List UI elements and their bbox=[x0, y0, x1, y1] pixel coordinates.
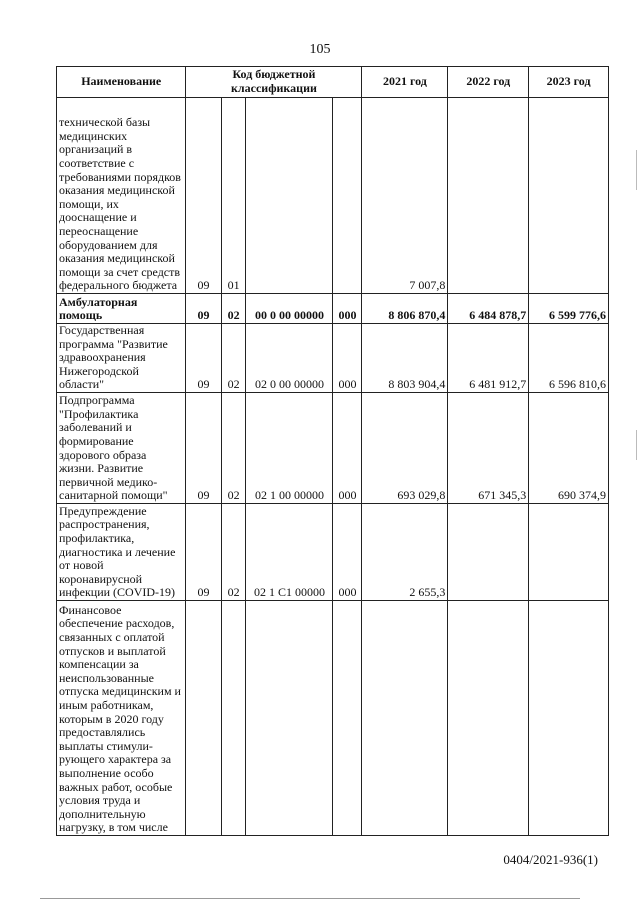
scan-margin-mark bbox=[636, 150, 637, 190]
row-rz: 09 bbox=[186, 324, 221, 393]
row-name: Финансовое обеспечение расходов, связанных с оплатой отпусков и выплатой компенсации за неиспользованные отпуска медицинским и иным работникам, которым в 2020 году предоставлялись выплаты стимули-рующего характера за выполнение особо важных работ, особые условия труда и дополнительную нагрузку, в том числе bbox=[57, 600, 186, 835]
scan-margin-mark bbox=[636, 430, 637, 460]
row-csr: 02 1 C1 00000 bbox=[246, 503, 333, 600]
row-name: Предупреждение распространения, профилактика, диагностика и лечение от новой коронавирусной инфекции (COVID-19) bbox=[57, 503, 186, 600]
row-2023 bbox=[529, 503, 609, 600]
row-2023 bbox=[529, 98, 609, 294]
row-2023: 6 596 810,6 bbox=[529, 324, 609, 393]
table-row bbox=[57, 392, 609, 503]
row-2021: 8 803 904,4 bbox=[362, 324, 448, 393]
row-2021: 2 655,3 bbox=[362, 503, 448, 600]
row-2021: 7 007,8 bbox=[362, 98, 448, 294]
table-row bbox=[57, 98, 609, 294]
row-csr bbox=[246, 98, 333, 294]
row-2022: 671 345,3 bbox=[448, 392, 529, 503]
row-2023: 690 374,9 bbox=[529, 392, 609, 503]
row-2021 bbox=[362, 600, 448, 835]
row-csr: 00 0 00 00000 bbox=[246, 294, 333, 324]
row-2023 bbox=[529, 600, 609, 835]
row-2022: 6 481 912,7 bbox=[448, 324, 529, 393]
row-vr: 000 bbox=[333, 324, 362, 393]
row-vr: 000 bbox=[333, 503, 362, 600]
page-number: 105 bbox=[309, 42, 331, 57]
row-pr bbox=[221, 600, 246, 835]
row-pr: 02 bbox=[221, 294, 246, 324]
row-rz bbox=[186, 600, 221, 835]
header-2023: 2023 год bbox=[529, 67, 609, 98]
row-pr: 02 bbox=[221, 392, 246, 503]
table-row bbox=[57, 503, 609, 600]
row-rz: 09 bbox=[186, 294, 221, 324]
row-vr: 000 bbox=[333, 294, 362, 324]
table-row bbox=[57, 294, 609, 324]
row-vr: 000 bbox=[333, 392, 362, 503]
row-csr: 02 0 00 00000 bbox=[246, 324, 333, 393]
row-rz: 09 bbox=[186, 392, 221, 503]
header-name: Наименование bbox=[57, 67, 186, 98]
row-rz: 09 bbox=[186, 98, 221, 294]
header-2021: 2021 год bbox=[362, 67, 448, 98]
row-vr bbox=[333, 600, 362, 835]
row-pr: 02 bbox=[221, 324, 246, 393]
row-rz: 09 bbox=[186, 503, 221, 600]
row-vr bbox=[333, 98, 362, 294]
row-pr: 01 bbox=[221, 98, 246, 294]
row-2022 bbox=[448, 98, 529, 294]
row-csr: 02 1 00 00000 bbox=[246, 392, 333, 503]
row-2021: 693 029,8 bbox=[362, 392, 448, 503]
row-2022 bbox=[448, 503, 529, 600]
header-2022: 2022 год bbox=[448, 67, 529, 98]
row-2022: 6 484 878,7 bbox=[448, 294, 529, 324]
row-name: Подпрограмма "Профилактика заболеваний и формирование здорового образа жизни. Развитие первичной медико-санитарной помощи" bbox=[57, 392, 186, 503]
row-csr bbox=[246, 600, 333, 835]
row-2023: 6 599 776,6 bbox=[529, 294, 609, 324]
table-row bbox=[57, 600, 609, 835]
row-2022 bbox=[448, 600, 529, 835]
document-code: 0404/2021-936(1) bbox=[503, 852, 598, 867]
row-name: Амбулаторная помощь bbox=[57, 294, 186, 324]
header-classification: Код бюджетной классификации bbox=[186, 67, 362, 98]
row-name: технической базы медицинских организаций в соответствие с требованиями порядков оказания медицинской помощи, их дооснащение и переоснащение оборудованием для оказания медицинской помощи за счет средств федерального бюджета bbox=[57, 98, 186, 294]
row-name: Государственная программа "Развитие здравоохранения Нижегородской области" bbox=[57, 324, 186, 393]
table-row bbox=[57, 324, 609, 393]
scan-edge-line bbox=[40, 898, 580, 899]
budget-table bbox=[56, 66, 609, 836]
table-header-row bbox=[57, 67, 609, 98]
row-2021: 8 806 870,4 bbox=[362, 294, 448, 324]
row-pr: 02 bbox=[221, 503, 246, 600]
